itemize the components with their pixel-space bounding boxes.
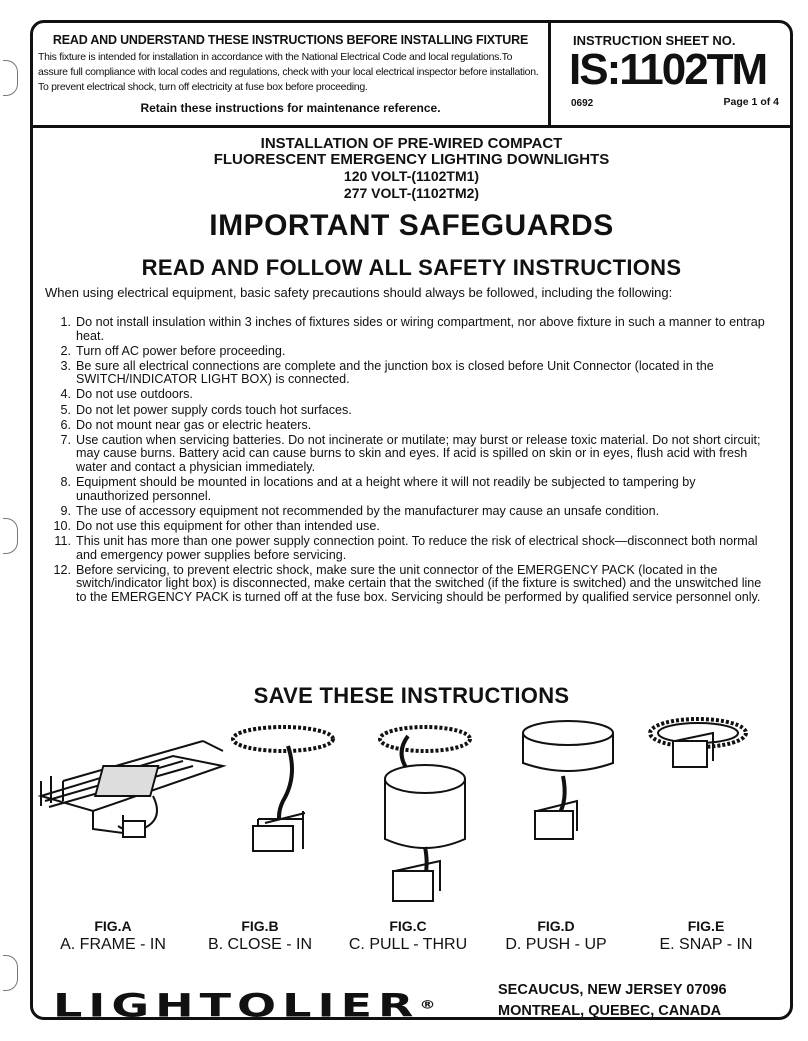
item-number: 1. (60, 315, 71, 329)
intro-text: When using electrical equipment, basic safety precautions should always be followed, including the following: (45, 285, 673, 300)
item-text: Be sure all electrical connections are complete and the junction box is closed before Unit Connector (located in the SWITCH/INDICATOR LIGHT BOX) is connected. (76, 358, 714, 387)
notice-body: This fixture is intended for installation in accordance with the National Electrical Code and local regulations.To assure full compliance with local codes and regulations, check with your local electrical inspector before installation. To prevent electrical shock, turn off electricity at fuse box before proceeding. (38, 51, 539, 93)
page-indicator: Page 1 of 4 (723, 96, 779, 108)
header-divider (33, 125, 790, 128)
sheet-number: IS:1102TM (569, 45, 767, 94)
safety-item (45, 520, 770, 534)
company-address (498, 980, 727, 1022)
binder-hole-bottom (3, 955, 18, 991)
safety-item (45, 316, 770, 343)
fig-e-illustration (650, 719, 746, 767)
item-number: 9. (60, 503, 71, 518)
important-safeguards-heading: IMPORTANT SAFEGUARDS (209, 209, 614, 242)
item-text: Do not mount near gas or electric heaters. (76, 417, 312, 432)
safety-item (45, 404, 770, 418)
save-instructions-heading: SAVE THESE INSTRUCTIONS (253, 683, 570, 708)
item-number: 12. (53, 562, 71, 577)
item-number: 3. (60, 358, 71, 373)
item-text: The use of accessory equipment not recommended by the manufacturer may cause an unsafe condition. (76, 503, 660, 518)
figure-description: E. SNAP - IN (659, 936, 753, 953)
figure-description: D. PUSH - UP (505, 936, 607, 953)
header-notice (33, 23, 551, 125)
installation-figures (33, 711, 790, 921)
figure-label: FIG.A (94, 918, 132, 934)
item-text: Turn off AC power before proceeding. (76, 343, 286, 358)
item-text: Use caution when servicing batteries. Do not incinerate or mutilate; may burst or release toxic material. Do not short circuit; may cause burns. Battery acid can cause burns to skin and eyes. If acid is spilled on skin or in eyes, flush acid with fresh water and contact a physician immediately. (76, 432, 761, 474)
item-number: 2. (60, 343, 71, 358)
item-number: 7. (60, 432, 71, 447)
fig-a-illustration (41, 741, 223, 837)
fig-c-illustration (380, 727, 470, 901)
item-text: Before servicing, to prevent electric shock, make sure the unit connector of the EMERGENCY PACK (located in the switch/indicator light box) is disconnected, make certain that the switched (if the fixture is switched) and the unswitched line to the EMERGENCY PACK is turned off at the fuse box. Servicing should be performed by qualified service personnel only. (76, 562, 762, 604)
item-number: 4. (60, 387, 71, 402)
safety-item (45, 535, 770, 562)
fig-b-illustration (233, 727, 333, 851)
safety-item (45, 360, 770, 387)
retain-note: Retain these instructions for maintenance reference. (140, 101, 441, 115)
read-follow-heading: READ AND FOLLOW ALL SAFETY INSTRUCTIONS (141, 255, 682, 280)
voltage-line-2: 277 VOLT-(1102TM2) (343, 185, 480, 201)
figure-caption (28, 918, 198, 954)
title-line-1: INSTALLATION OF PRE-WIRED COMPACT (260, 135, 563, 152)
item-number: 11. (54, 533, 71, 548)
lightolier-logo (53, 986, 436, 1024)
safety-item (45, 345, 770, 359)
safety-item (45, 564, 770, 605)
binder-hole-middle (3, 518, 18, 554)
fig-d-illustration (523, 721, 613, 839)
figure-label: FIG.C (389, 918, 427, 934)
item-text: This unit has more than one power supply connection point. To reduce the risk of electrical shock—disconnect both normal and emergency power supplies before servicing. (76, 533, 758, 562)
item-text: Do not let power supply cords touch hot surfaces. (76, 402, 352, 417)
safety-item (45, 388, 770, 402)
binder-hole-top (3, 60, 18, 96)
item-number: 8. (60, 475, 71, 490)
address-line-1: SECAUCUS, NEW JERSEY 07096 (498, 982, 727, 998)
brand-name: LIGHTOLIER (53, 986, 420, 1024)
figure-label: FIG.E (687, 918, 725, 934)
figure-label: FIG.D (537, 918, 575, 934)
title-line-2: FLUORESCENT EMERGENCY LIGHTING DOWNLIGHTS (213, 151, 610, 168)
figure-description: C. PULL - THRU (348, 936, 468, 953)
instruction-sheet (30, 20, 793, 1024)
sheet-code: 0692 (571, 98, 594, 109)
figure-caption (621, 918, 791, 954)
figure-description: B. CLOSE - IN (207, 936, 313, 953)
sheet-id-box (551, 23, 793, 125)
item-number: 10. (53, 518, 71, 533)
address-line-2: MONTREAL, QUEBEC, CANADA (498, 1003, 722, 1019)
item-text: Do not use this equipment for other than intended use. (76, 518, 380, 533)
figure-caption (471, 918, 641, 954)
item-text: Equipment should be mounted in locations and at a height where it will not readily be subjected to tampering by unauthorized personnel. (76, 475, 696, 503)
safety-item (45, 434, 770, 475)
registered-mark: ® (419, 998, 436, 1012)
figure-description: A. FRAME - IN (60, 936, 166, 953)
safety-item (45, 505, 770, 519)
figure-label: FIG.B (241, 918, 279, 934)
figure-caption (323, 918, 493, 954)
safety-item (45, 419, 770, 433)
item-text: Do not install insulation within 3 inches of fixtures sides or wiring compartment, nor above fixture in such a manner to entrap heat. (76, 315, 765, 343)
sheet-label: INSTRUCTION SHEET NO. (573, 33, 736, 48)
figure-caption (175, 918, 345, 954)
item-text: Do not use outdoors. (76, 387, 193, 402)
voltage-line-1: 120 VOLT-(1102TM1) (343, 168, 480, 184)
safety-list (45, 316, 770, 606)
item-number: 5. (60, 402, 71, 417)
product-title (33, 136, 790, 202)
safety-item (45, 476, 770, 503)
notice-heading: READ AND UNDERSTAND THESE INSTRUCTIONS BEFORE INSTALLING FIXTURE (52, 33, 529, 47)
item-number: 6. (60, 417, 71, 432)
